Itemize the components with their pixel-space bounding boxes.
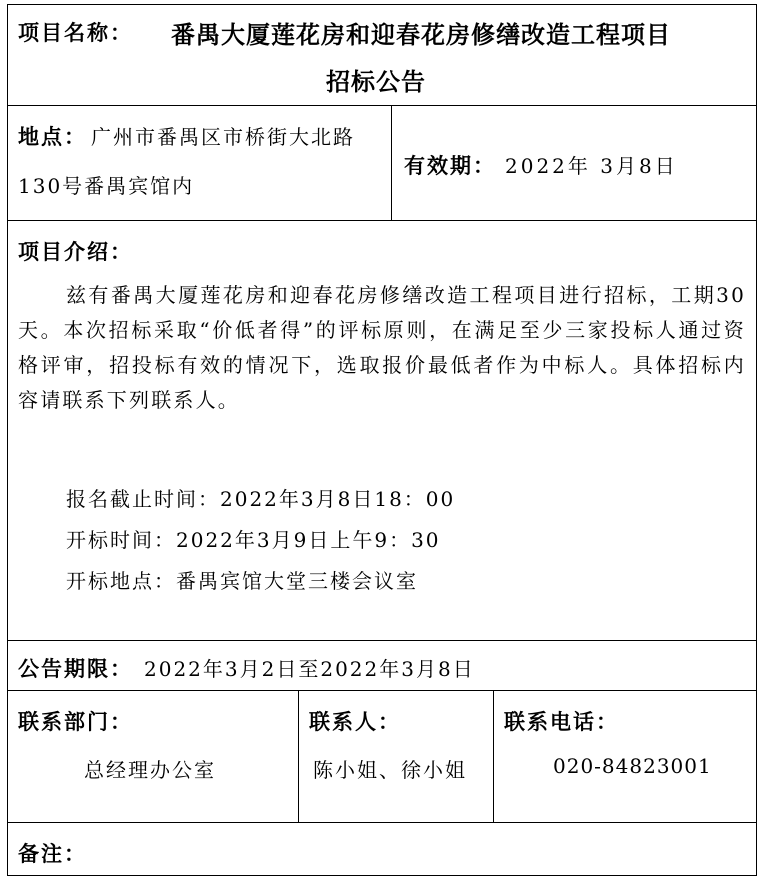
project-title: 番禺大厦莲花房和迎春花房修缮改造工程项目 — [171, 21, 671, 49]
announcement-table — [7, 4, 757, 876]
validity-cell — [392, 106, 757, 221]
contact-phone-cell — [494, 691, 757, 823]
opening-time: 开标时间：2022年3月9日上午9：30 — [66, 528, 441, 552]
location-line2: 130号番禺宾馆内 — [18, 174, 195, 198]
period-label: 公告期限： — [18, 657, 133, 681]
contact-phone-value: 020-84823001 — [553, 754, 712, 778]
period-cell — [7, 641, 757, 691]
contact-person-cell — [299, 691, 494, 823]
project-label: 项目名称： — [18, 21, 133, 45]
signup-deadline: 报名截止时间：2022年3月8日18：00 — [66, 487, 456, 511]
validity-label: 有效期： — [404, 154, 496, 178]
remarks-label: 备注： — [18, 842, 87, 866]
intro-label: 项目介绍： — [18, 240, 133, 264]
location-line1: 广州市番禺区市桥街大北路 — [91, 125, 355, 149]
project-title-suffix: 招标公告 — [326, 68, 426, 96]
contact-person-label: 联系人： — [309, 710, 401, 734]
remarks-cell — [7, 823, 757, 876]
opening-place: 开标地点：番禺宾馆大堂三楼会议室 — [66, 569, 418, 593]
contact-phone-label: 联系电话： — [504, 710, 619, 734]
contact-dept-label: 联系部门： — [18, 710, 133, 734]
intro-cell — [7, 221, 757, 641]
intro-paragraph: 兹有番禺大厦莲花房和迎春花房修缮改造工程项目进行招标，工期30天。本次招标采取“价低者得”的评标原则，在满足至少三家投标人通过资格评审，招投标有效的情况下，选取报价最低者作为中标人。具体招标内容请联系下列联系人。 — [18, 283, 746, 412]
contact-dept-cell — [7, 691, 299, 823]
validity-value: 2022年 3月8日 — [505, 154, 678, 178]
location-label: 地点： — [18, 125, 87, 149]
contact-dept-value: 总经理办公室 — [84, 758, 216, 782]
location-cell — [7, 106, 392, 221]
contact-person-value: 陈小姐、徐小姐 — [313, 758, 467, 782]
period-value: 2022年3月2日至2022年3月8日 — [144, 657, 475, 681]
project-title-cell — [7, 4, 757, 106]
